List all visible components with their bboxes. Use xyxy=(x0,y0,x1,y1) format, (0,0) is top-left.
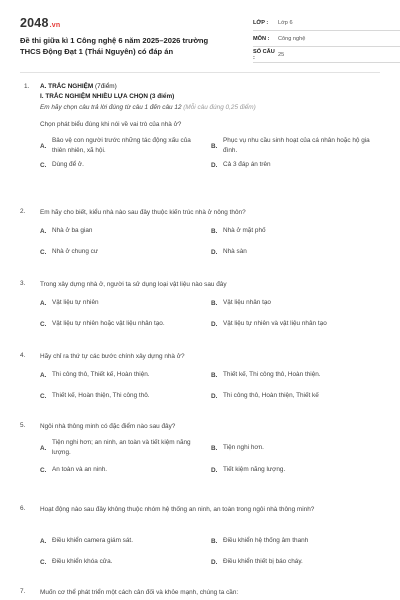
option-d[interactable] xyxy=(211,318,376,330)
option-letter: D. xyxy=(211,466,218,474)
option-letter: B. xyxy=(211,142,218,150)
option-text: Nhà ở ba gian xyxy=(52,227,93,234)
option-letter: A. xyxy=(40,299,47,307)
info-key: SỐ CÂU : xyxy=(253,48,275,61)
question-number: 2. xyxy=(20,208,26,215)
option-text: An toàn và an ninh. xyxy=(52,466,108,473)
option-letter: C. xyxy=(40,248,47,256)
option-a[interactable] xyxy=(40,135,205,157)
instruction-text: Em hãy chọn câu trả lời đúng từ câu 1 đến câu 12 xyxy=(40,104,182,111)
info-row-question-count xyxy=(253,47,400,63)
section-instruction xyxy=(40,104,256,111)
option-text: Vật liệu nhân tạo xyxy=(223,299,271,306)
option-a[interactable] xyxy=(40,225,205,237)
option-c[interactable] xyxy=(40,159,205,171)
question-text: Muốn cơ thể phát triển một cách cân đối và khỏe mạnh, chúng ta cần: xyxy=(40,589,239,596)
option-text: Nhà ở mặt phố xyxy=(223,227,266,234)
option-letter: D. xyxy=(211,392,218,400)
option-c[interactable] xyxy=(40,556,205,568)
option-text: Nhà ở chung cư xyxy=(52,248,99,255)
option-text: Dùng để ở. xyxy=(52,161,84,168)
header-divider xyxy=(20,72,380,73)
exam-info-table xyxy=(253,15,400,63)
section-subtitle: I. TRẮC NGHIỆM NHIỀU LỰA CHỌN (3 điểm) xyxy=(40,93,175,100)
option-letter: C. xyxy=(40,392,47,400)
question-number: 3. xyxy=(20,280,26,287)
option-letter: C. xyxy=(40,558,47,566)
option-c[interactable] xyxy=(40,318,205,330)
option-text: Bảo vệ con người trước những tác động xấu của thiên nhiên, xã hội. xyxy=(52,137,191,154)
option-text: Tiện nghi hơn. xyxy=(223,444,264,451)
option-text: Nhà sàn xyxy=(223,248,247,255)
logo-text: 2048 xyxy=(20,16,49,30)
option-text: Cả 3 đáp án trên xyxy=(223,161,271,168)
site-logo[interactable] xyxy=(20,16,60,30)
option-text: Điều khiển hệ thống âm thanh xyxy=(223,537,309,544)
option-c[interactable] xyxy=(40,390,205,402)
option-a[interactable] xyxy=(40,437,205,459)
question-number: 5. xyxy=(20,422,26,429)
option-text: Phục vụ nhu cầu sinh hoạt của cá nhân hoặc hộ gia đình. xyxy=(223,137,370,154)
option-c[interactable] xyxy=(40,464,205,476)
option-letter: B. xyxy=(211,537,218,545)
exam-title: Đề thi giữa kì 1 Công nghệ 6 năm 2025–2026 trường THCS Động Đạt 1 (Thái Nguyên) có đáp án xyxy=(20,36,209,56)
option-d[interactable] xyxy=(211,246,376,258)
option-d[interactable] xyxy=(211,464,376,476)
question-number: 4. xyxy=(20,352,26,359)
option-letter: A. xyxy=(40,142,47,150)
option-letter: D. xyxy=(211,161,218,169)
option-letter: C. xyxy=(40,320,47,328)
question-text: Chọn phát biểu đúng khi nói về vai trò của nhà ở? xyxy=(40,121,182,128)
instruction-note: (Mỗi câu đúng 0,25 điểm) xyxy=(183,104,256,111)
section-title xyxy=(40,83,117,90)
option-letter: C. xyxy=(40,466,47,474)
option-letter: A. xyxy=(40,444,47,452)
option-d[interactable] xyxy=(211,390,376,402)
question-text: Trong xây dựng nhà ở, người ta sử dụng loại vật liệu nào sau đây xyxy=(40,281,227,288)
info-row-class xyxy=(253,15,400,31)
option-letter: A. xyxy=(40,537,47,545)
option-a[interactable] xyxy=(40,297,205,309)
section-number: 1. xyxy=(24,83,30,90)
option-text: Điều khiển khóa cửa. xyxy=(52,558,113,565)
option-text: Điều khiển camera giám sát. xyxy=(52,537,133,544)
option-letter: A. xyxy=(40,371,47,379)
option-b[interactable] xyxy=(211,225,376,237)
info-key: MÔN : xyxy=(253,35,270,42)
option-d[interactable] xyxy=(211,556,376,568)
question-text: Em hãy cho biết, kiểu nhà nào sau đây thuộc kiến trúc nhà ở nông thôn? xyxy=(40,209,246,216)
option-text: Thiết kế, Hoàn thiện, Thi công thô. xyxy=(52,392,150,399)
option-text: Thi công thô, Hoàn thiện, Thiết kế xyxy=(223,392,319,399)
page-header xyxy=(20,10,380,68)
option-letter: B. xyxy=(211,299,218,307)
option-letter: C. xyxy=(40,161,47,169)
question-text: Hãy chỉ ra thứ tự các bước chính xây dựng nhà ở? xyxy=(40,353,185,360)
option-letter: B. xyxy=(211,371,218,379)
info-row-subject xyxy=(253,31,400,47)
option-letter: B. xyxy=(211,227,218,235)
section-points: (7điểm) xyxy=(95,83,117,90)
info-value: Công nghệ xyxy=(278,35,306,42)
info-key: LỚP : xyxy=(253,19,269,26)
option-b[interactable] xyxy=(211,442,376,454)
option-text: Thiết kế, Thi công thô, Hoàn thiện. xyxy=(223,371,321,378)
info-value: 25 xyxy=(278,51,285,58)
option-letter: D. xyxy=(211,248,218,256)
option-d[interactable] xyxy=(211,159,376,171)
question-number: 6. xyxy=(20,505,26,512)
option-b[interactable] xyxy=(211,135,376,157)
info-value: Lớp 6 xyxy=(278,19,293,26)
question-text: Ngôi nhà thông minh có đặc điểm nào sau đây? xyxy=(40,423,176,430)
option-letter: D. xyxy=(211,558,218,566)
option-b[interactable] xyxy=(211,369,376,381)
option-text: Tiện nghi hơn; an ninh, an toàn và tiết kiệm năng lượng. xyxy=(52,439,191,456)
option-text: Vật liệu tự nhiên xyxy=(52,299,99,306)
option-text: Thi công thô, Thiết kế, Hoàn thiện. xyxy=(52,371,150,378)
section-title-text: A. TRẮC NGHIỆM xyxy=(40,83,94,90)
logo-suffix: .vn xyxy=(49,22,61,29)
option-text: Vật liệu tự nhiên hoặc vật liệu nhân tạo. xyxy=(52,320,165,327)
option-text: Tiết kiệm năng lượng. xyxy=(223,466,286,473)
option-b[interactable] xyxy=(211,535,376,547)
option-c[interactable] xyxy=(40,246,205,258)
question-text: Hoạt động nào sau đây không thuộc nhóm hệ thống an ninh, an toàn trong ngôi nhà thông minh? xyxy=(40,506,315,513)
option-text: Điều khiển thiết bị báo cháy. xyxy=(223,558,303,565)
option-letter: A. xyxy=(40,227,47,235)
question-number: 7. xyxy=(20,588,26,595)
option-a[interactable] xyxy=(40,369,205,381)
option-b[interactable] xyxy=(211,297,376,309)
option-a[interactable] xyxy=(40,535,205,547)
option-letter: B. xyxy=(211,444,218,452)
option-text: Vật liệu tự nhiên và vật liệu nhân tạo xyxy=(223,320,327,327)
option-letter: D. xyxy=(211,320,218,328)
